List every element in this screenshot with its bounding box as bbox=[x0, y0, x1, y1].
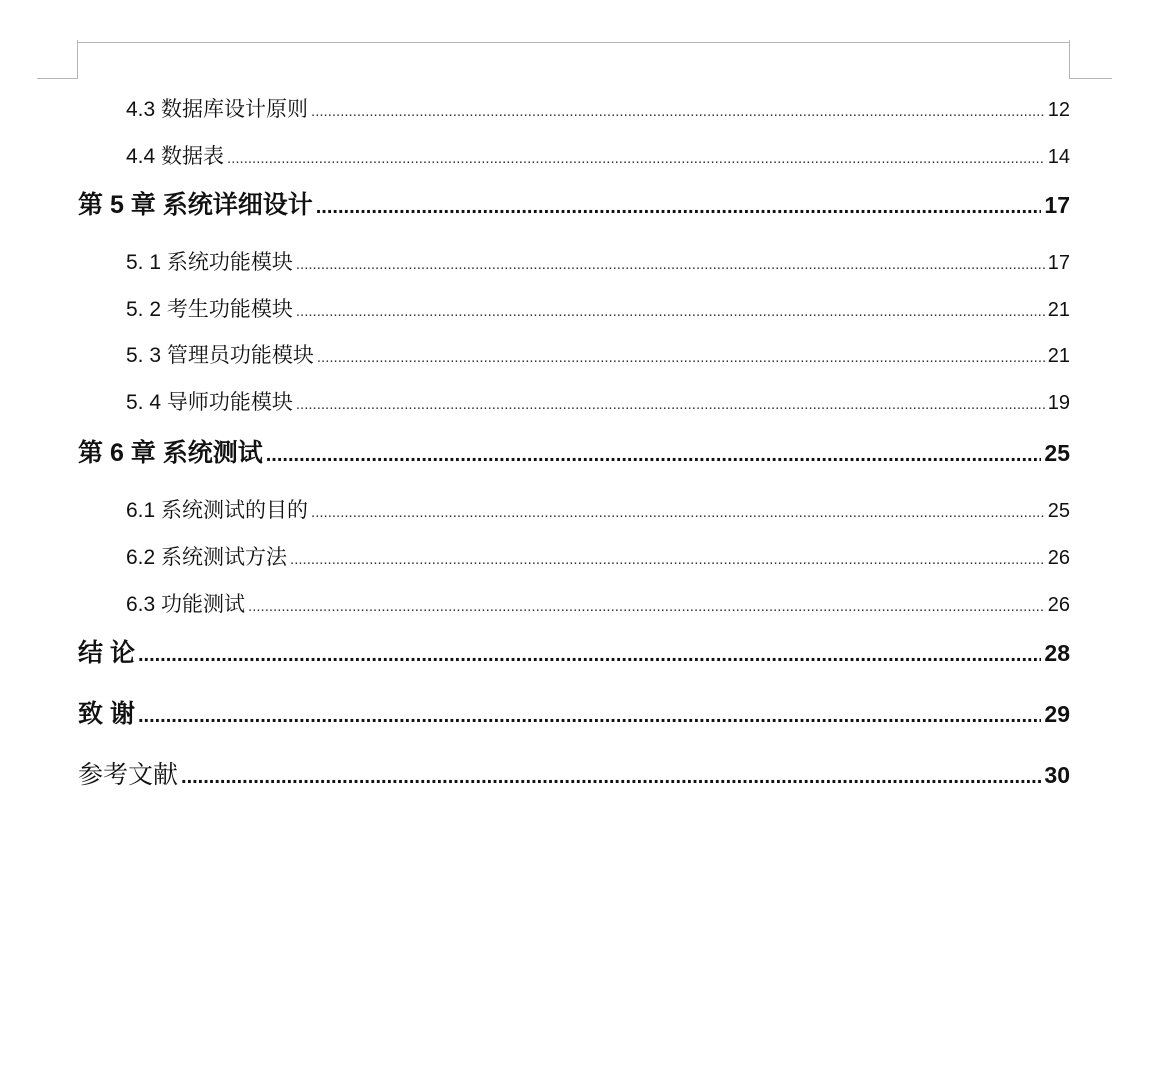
toc-dot-leader bbox=[311, 103, 1045, 120]
toc-dot-leader bbox=[227, 150, 1045, 167]
corner-mark-left-horizontal bbox=[37, 78, 78, 79]
toc-entry-title: 5. 4 导师功能模块 bbox=[126, 391, 293, 414]
toc-entry-page: 21 bbox=[1047, 345, 1070, 367]
toc-dot-leader bbox=[248, 598, 1045, 615]
toc-entry-page: 21 bbox=[1047, 299, 1070, 321]
toc-dot-leader bbox=[296, 256, 1045, 273]
toc-dot-leader bbox=[296, 396, 1045, 413]
toc-entry-title: 5. 2 考生功能模块 bbox=[126, 298, 293, 321]
toc-entry-4-4[interactable] bbox=[126, 140, 1070, 170]
toc-entry-page: 25 bbox=[1047, 500, 1070, 522]
toc-entry-title: 5. 3 管理员功能模块 bbox=[126, 344, 314, 367]
toc-entry-6-2[interactable] bbox=[126, 541, 1070, 571]
corner-mark-left-vertical bbox=[77, 40, 78, 79]
toc-entry-page: 26 bbox=[1047, 594, 1070, 616]
toc-entry-6-3[interactable] bbox=[126, 588, 1070, 618]
toc-entry-5-1[interactable] bbox=[126, 246, 1070, 276]
toc-entry-page: 17 bbox=[1047, 252, 1070, 274]
toc-entry-title: 第 5 章 系统详细设计 bbox=[78, 191, 313, 219]
toc-entry-chapter-5[interactable] bbox=[78, 185, 1070, 219]
page-top-border bbox=[78, 42, 1070, 43]
toc-entry-conclusion[interactable] bbox=[78, 633, 1070, 667]
corner-mark-right-horizontal bbox=[1070, 78, 1112, 79]
toc-entry-5-2[interactable] bbox=[126, 293, 1070, 323]
toc-dot-leader bbox=[138, 705, 1041, 728]
toc-entry-title: 第 6 章 系统测试 bbox=[78, 439, 263, 467]
toc-entry-4-3[interactable] bbox=[126, 93, 1070, 123]
toc-dot-leader bbox=[290, 551, 1045, 568]
toc-entry-5-4[interactable] bbox=[126, 386, 1070, 416]
toc-entry-page: 14 bbox=[1047, 146, 1070, 168]
toc-dot-leader bbox=[181, 766, 1041, 789]
toc-entry-title: 4.4 数据表 bbox=[126, 145, 225, 168]
toc-entry-5-3[interactable] bbox=[126, 339, 1070, 369]
toc-dot-leader bbox=[311, 504, 1045, 521]
corner-mark-right-vertical bbox=[1069, 40, 1070, 79]
toc-entry-acknowledgements[interactable] bbox=[78, 694, 1070, 728]
toc-entry-chapter-6[interactable] bbox=[78, 433, 1070, 467]
toc-entry-page: 28 bbox=[1044, 640, 1070, 666]
toc-entry-page: 17 bbox=[1044, 192, 1070, 218]
toc-entry-title: 5. 1 系统功能模块 bbox=[126, 251, 293, 274]
toc-dot-leader bbox=[316, 196, 1042, 219]
toc-entry-title: 4.3 数据库设计原则 bbox=[126, 98, 309, 121]
toc-entry-title: 致 谢 bbox=[78, 700, 135, 728]
toc-entry-page: 26 bbox=[1047, 547, 1070, 569]
toc-entry-title: 6.1 系统测试的目的 bbox=[126, 499, 309, 522]
toc-entry-title: 6.2 系统测试方法 bbox=[126, 546, 288, 569]
toc-entry-title: 参考文献 bbox=[78, 761, 179, 789]
toc-dot-leader bbox=[296, 303, 1045, 320]
toc-dot-leader bbox=[266, 444, 1042, 467]
toc-entry-title: 6.3 功能测试 bbox=[126, 593, 246, 616]
toc-entry-page: 29 bbox=[1044, 701, 1070, 727]
toc-entry-page: 12 bbox=[1047, 99, 1070, 121]
toc-entry-title: 结 论 bbox=[78, 639, 135, 667]
toc-entry-page: 30 bbox=[1044, 762, 1070, 788]
toc-entry-references[interactable] bbox=[78, 755, 1070, 789]
toc-entry-6-1[interactable] bbox=[126, 494, 1070, 524]
toc-entry-page: 19 bbox=[1047, 392, 1070, 414]
toc-dot-leader bbox=[138, 644, 1041, 667]
toc-entry-page: 25 bbox=[1044, 440, 1070, 466]
toc-dot-leader bbox=[317, 349, 1045, 366]
